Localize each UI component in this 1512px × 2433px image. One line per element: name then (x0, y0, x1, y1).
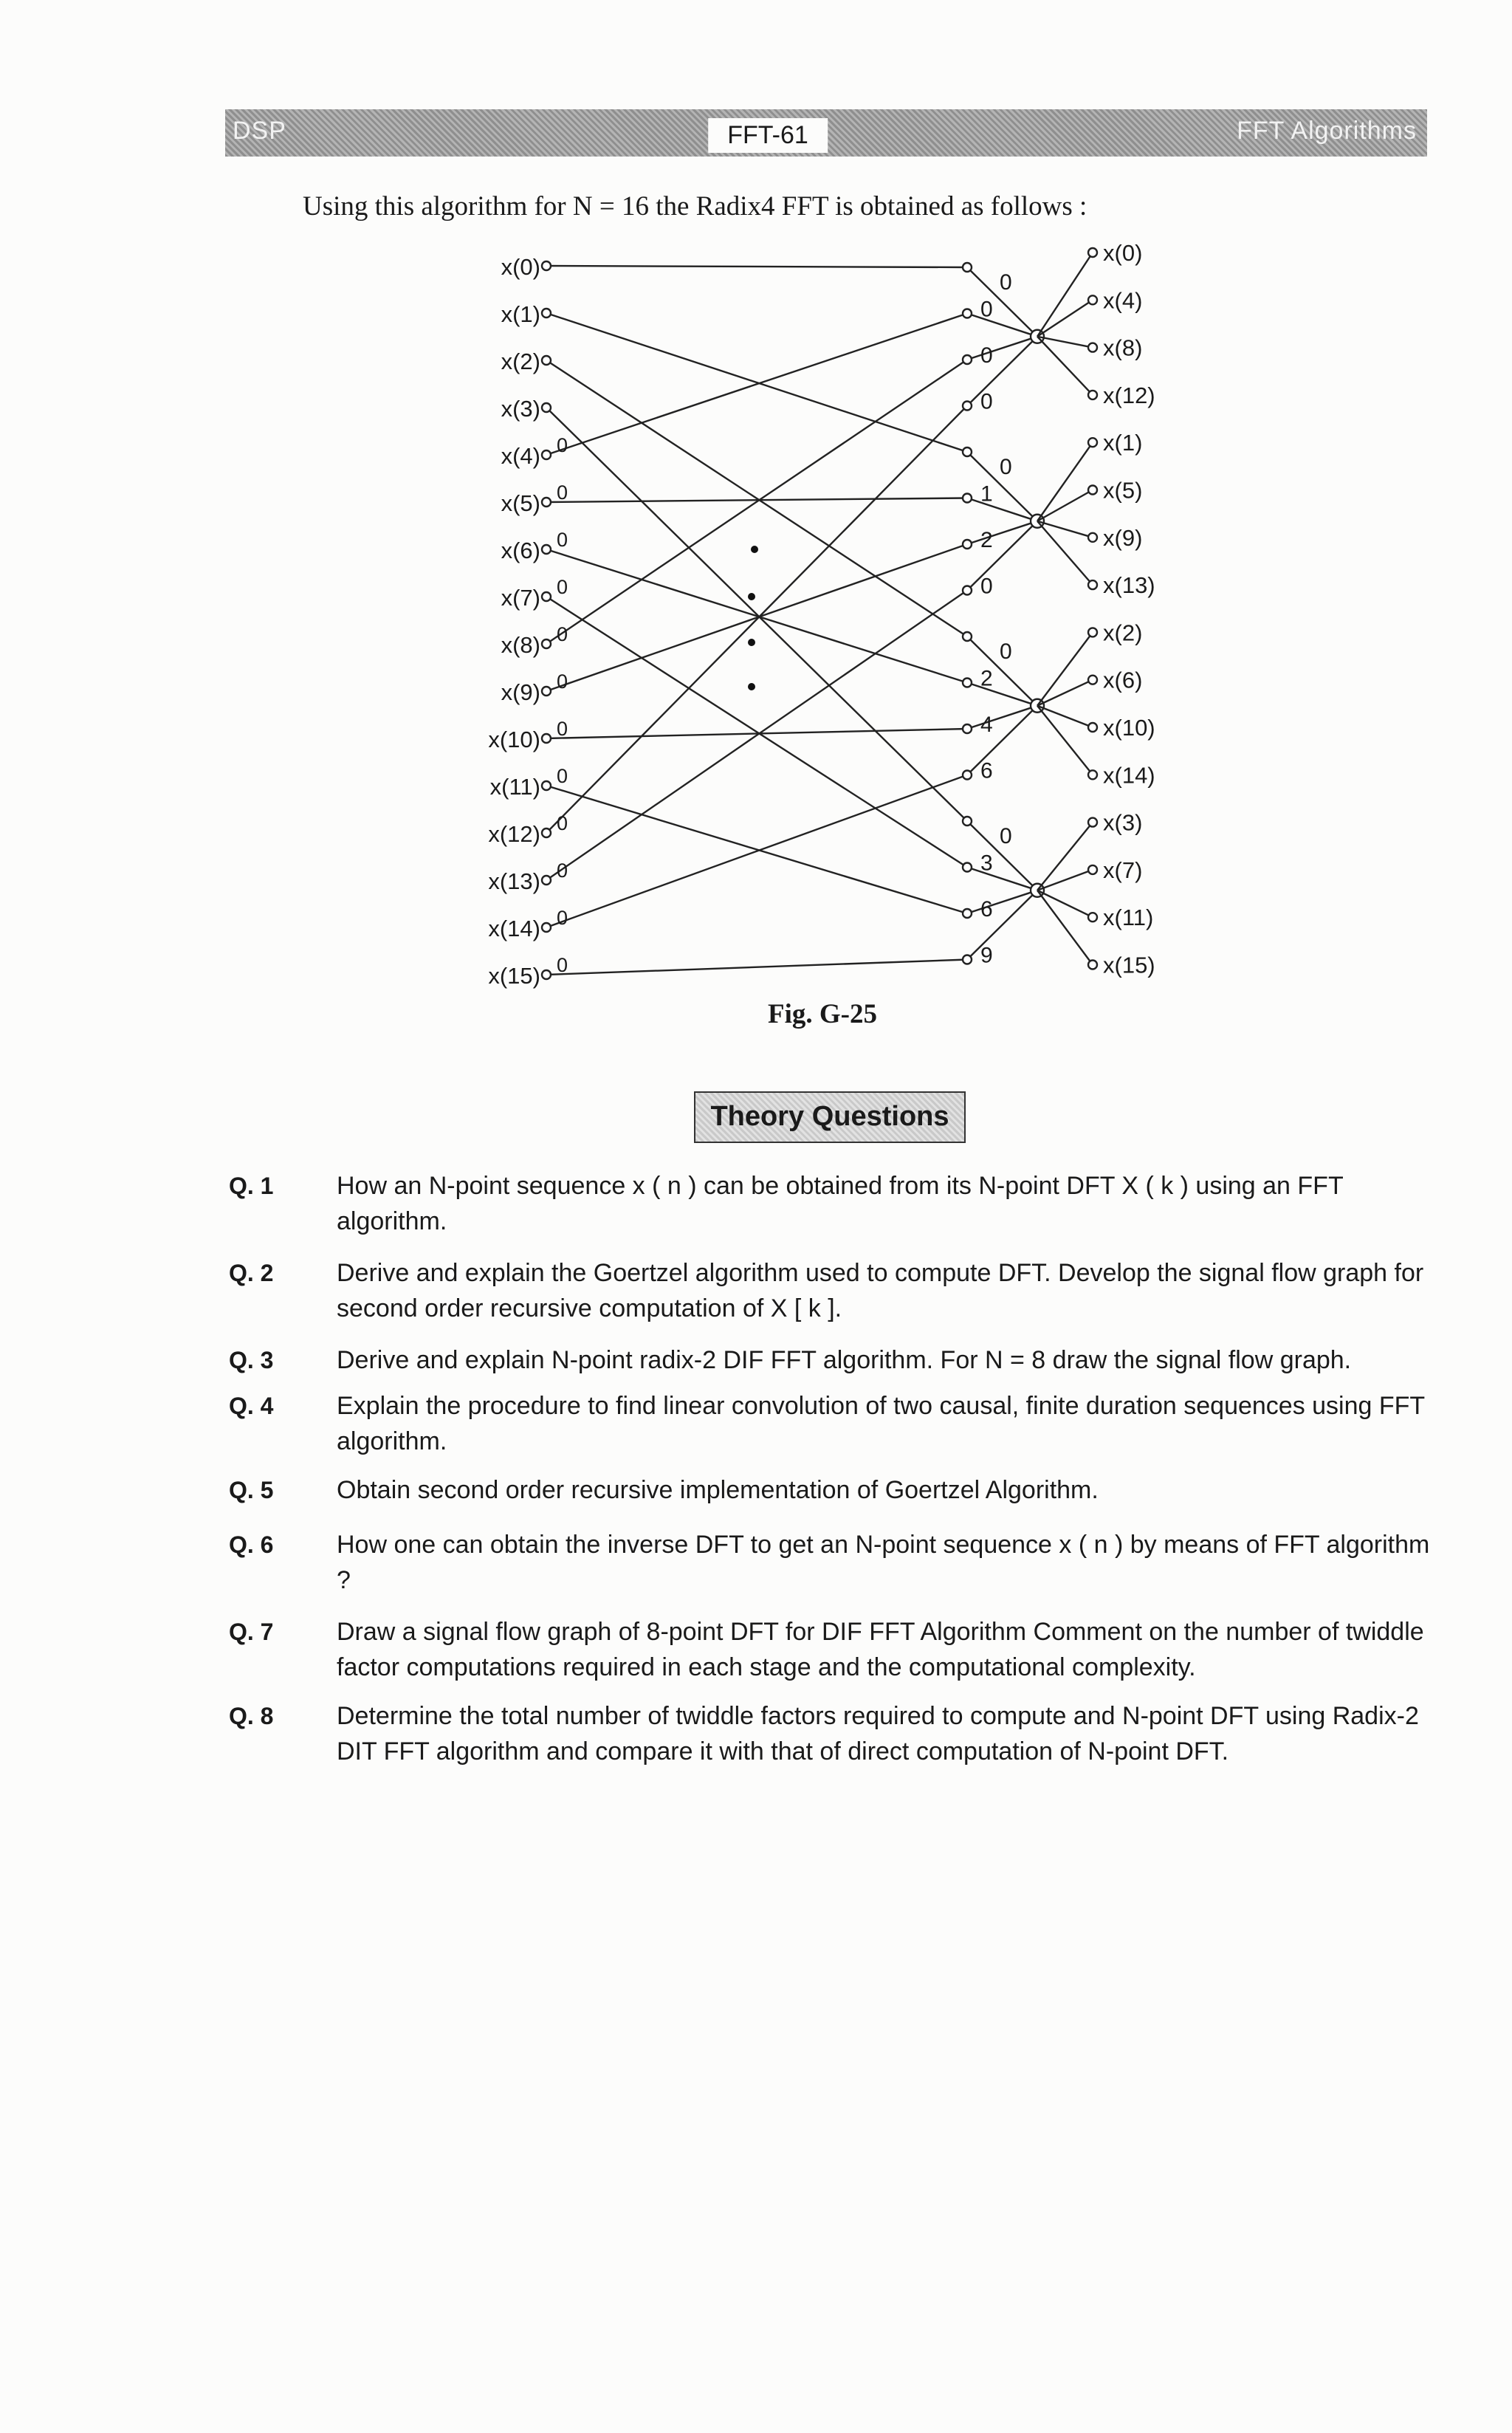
output-node (1088, 343, 1097, 352)
question-text: Derive and explain the Goertzel algorithm used to compute DFT. Develop the signal flow graph for second order recursive computation of X [ k ]. (337, 1259, 1424, 1322)
twiddle-label: 0 (557, 529, 568, 551)
twiddle-label: 0 (557, 954, 568, 976)
input-label: x(0) (501, 254, 540, 280)
crossing-branch (546, 549, 967, 683)
output-label: x(3) (1103, 809, 1143, 836)
question-number: Q. 7 (229, 1619, 274, 1645)
butterfly-out-branch (1037, 490, 1093, 521)
question-number: Q. 3 (229, 1347, 274, 1373)
crossing-branch (546, 266, 967, 267)
question-text: Determine the total number of twiddle factors required to compute and N-point DFT using Radix-2 DIT FFT algorithm and compare it with that of direct computation of N-point DFT. (337, 1702, 1419, 1765)
twiddle-label: 0 (1000, 455, 1012, 479)
output-label: x(12) (1103, 382, 1155, 408)
twiddle-label: 0 (557, 576, 568, 598)
output-label: x(13) (1103, 572, 1155, 599)
input-node (542, 828, 551, 837)
output-node (1088, 391, 1097, 399)
intro-text: Using this algorithm for N = 16 the Radix4 FFT is obtained as follows : (303, 191, 1087, 222)
twiddle-label: 4 (980, 713, 993, 737)
output-label: x(14) (1103, 762, 1155, 789)
stage-node (963, 309, 972, 318)
output-label: x(5) (1103, 477, 1143, 504)
twiddle-label: 0 (557, 765, 568, 787)
input-label: x(6) (501, 538, 540, 563)
output-node (1088, 865, 1097, 874)
question-text: Explain the procedure to find linear convolution of two causal, finite duration sequences using FFT algorithm. (337, 1392, 1425, 1455)
butterfly-out-branch (1037, 521, 1093, 585)
output-node (1088, 961, 1097, 970)
butterfly-out-branch (1037, 521, 1093, 538)
output-label: x(2) (1103, 620, 1143, 646)
input-label: x(8) (501, 632, 540, 658)
twiddle-label: 0 (557, 859, 568, 882)
input-label: x(2) (501, 349, 540, 374)
input-node (542, 687, 551, 696)
question-number: Q. 8 (229, 1703, 274, 1729)
input-node (542, 970, 551, 979)
twiddle-label: 6 (980, 758, 993, 783)
input-label: x(7) (501, 585, 540, 611)
twiddle-label: 0 (557, 907, 568, 929)
stage-node (963, 817, 972, 826)
question-number: Q. 6 (229, 1531, 274, 1558)
stage-node (963, 724, 972, 733)
junction-dot (748, 683, 755, 690)
twiddle-label: 2 (980, 528, 993, 552)
butterfly-out-branch (1037, 680, 1093, 706)
output-node (1088, 580, 1097, 589)
crossing-branch (546, 960, 967, 975)
crossing-branch (546, 729, 967, 738)
junction-dot (748, 593, 755, 600)
input-label: x(5) (501, 490, 540, 516)
twiddle-label: 0 (1000, 824, 1012, 848)
input-node (542, 781, 551, 790)
butterfly-out-branch (1037, 891, 1093, 965)
twiddle-label: 2 (980, 666, 993, 691)
crossing-branch (546, 591, 967, 881)
input-label: x(15) (488, 963, 540, 989)
twiddle-label: 0 (557, 718, 568, 740)
stage-node (963, 632, 972, 641)
stage-node (963, 863, 972, 872)
section-title: Theory Questions (694, 1091, 966, 1143)
output-node (1088, 818, 1097, 827)
question-text: How an N-point sequence x ( n ) can be obtained from its N-point DFT X ( k ) using an FFT algorithm. (337, 1172, 1344, 1235)
output-node (1088, 295, 1097, 304)
page-number: FFT-61 (708, 118, 828, 153)
twiddle-label: 0 (1000, 270, 1012, 295)
butterfly-in-branch (967, 521, 1037, 591)
output-node (1088, 628, 1097, 636)
header-book-label: DSP (233, 117, 286, 145)
butterfly-in-branch (967, 337, 1037, 406)
output-label: x(1) (1103, 430, 1143, 456)
butterfly-out-branch (1037, 632, 1093, 705)
twiddle-label: 0 (557, 623, 568, 645)
radix4-fft-flow-graph (0, 0, 1512, 989)
junction-dot (748, 639, 755, 646)
input-node (542, 923, 551, 932)
question-number: Q. 4 (229, 1393, 274, 1419)
input-label: x(10) (488, 727, 540, 752)
crossing-branch (546, 597, 967, 868)
output-node (1088, 486, 1097, 495)
twiddle-label: 0 (557, 481, 568, 504)
output-node (1088, 913, 1097, 922)
input-node (542, 261, 551, 270)
output-node (1088, 248, 1097, 257)
twiddle-label: 0 (980, 343, 993, 368)
input-node (542, 592, 551, 601)
stage-node (963, 586, 972, 595)
input-node (542, 639, 551, 648)
input-label: x(14) (488, 916, 540, 941)
input-node (542, 498, 551, 507)
output-label: x(4) (1103, 287, 1143, 314)
output-label: x(7) (1103, 857, 1143, 883)
input-label: x(11) (489, 774, 540, 800)
question-number: Q. 1 (229, 1173, 274, 1199)
twiddle-label: 0 (980, 574, 993, 599)
twiddle-label: 0 (557, 670, 568, 693)
crossing-branch (546, 786, 967, 913)
twiddle-label: 0 (980, 297, 993, 322)
stage-node (963, 494, 972, 503)
question-text: Derive and explain N-point radix-2 DIF FFT algorithm. For N = 8 draw the signal flow graph. (337, 1346, 1352, 1374)
stage-node (963, 540, 972, 549)
input-node (542, 356, 551, 365)
output-node (1088, 676, 1097, 684)
stage-node (963, 679, 972, 687)
crossing-branch (546, 775, 967, 928)
twiddle-label: 6 (980, 897, 993, 922)
question-number: Q. 5 (229, 1477, 274, 1503)
butterfly-in-branch (967, 706, 1037, 775)
input-label: x(12) (488, 821, 540, 847)
input-label: x(3) (501, 396, 540, 422)
junction-dot (751, 546, 758, 553)
stage-node (963, 955, 972, 964)
butterfly-in-branch (967, 891, 1037, 960)
output-label: x(10) (1103, 715, 1155, 741)
question-text: Obtain second order recursive implementation of Goertzel Algorithm. (337, 1476, 1099, 1504)
question-text: Draw a signal flow graph of 8-point DFT for DIF FFT Algorithm Comment on the number of twiddle factor computations required in each stage and the computational complexity. (337, 1618, 1424, 1681)
output-label: x(6) (1103, 667, 1143, 693)
output-node (1088, 770, 1097, 779)
twiddle-label: 0 (1000, 639, 1012, 664)
stage-node (963, 771, 972, 780)
input-label: x(4) (501, 443, 540, 469)
stage-node (963, 263, 972, 272)
twiddle-label: 1 (980, 481, 993, 507)
twiddle-label: 0 (557, 812, 568, 834)
stage-node (963, 447, 972, 456)
output-label: x(9) (1103, 524, 1143, 551)
butterfly-out-branch (1037, 442, 1093, 521)
output-label: x(0) (1103, 240, 1143, 266)
output-label: x(8) (1103, 334, 1143, 361)
input-node (542, 403, 551, 412)
output-label: x(15) (1103, 952, 1155, 978)
input-node (542, 309, 551, 318)
input-node (542, 545, 551, 554)
input-label: x(13) (488, 868, 540, 894)
stage-node (963, 355, 972, 364)
stage-node (963, 909, 972, 918)
input-node (542, 734, 551, 743)
figure-caption: Fig. G-25 (768, 999, 877, 1029)
output-label: x(11) (1103, 905, 1154, 931)
crossing-branch (546, 544, 967, 691)
output-node (1088, 533, 1097, 542)
input-node (542, 876, 551, 885)
butterfly-out-branch (1037, 891, 1093, 917)
twiddle-label: 9 (980, 943, 993, 968)
question-text: How one can obtain the inverse DFT to get an N-point sequence x ( n ) by means of FFT algorithm ? (337, 1531, 1430, 1594)
butterfly-out-branch (1037, 253, 1093, 337)
input-node (542, 450, 551, 459)
output-node (1088, 723, 1097, 732)
input-label: x(9) (501, 679, 540, 705)
question-number: Q. 2 (229, 1260, 274, 1286)
input-label: x(1) (501, 301, 540, 327)
stage-node (963, 402, 972, 411)
output-node (1088, 438, 1097, 447)
butterfly-out-branch (1037, 300, 1093, 336)
twiddle-label: 0 (557, 434, 568, 456)
header-chapter-label: FFT Algorithms (1237, 117, 1417, 145)
twiddle-label: 3 (980, 851, 993, 876)
twiddle-label: 0 (980, 389, 993, 414)
